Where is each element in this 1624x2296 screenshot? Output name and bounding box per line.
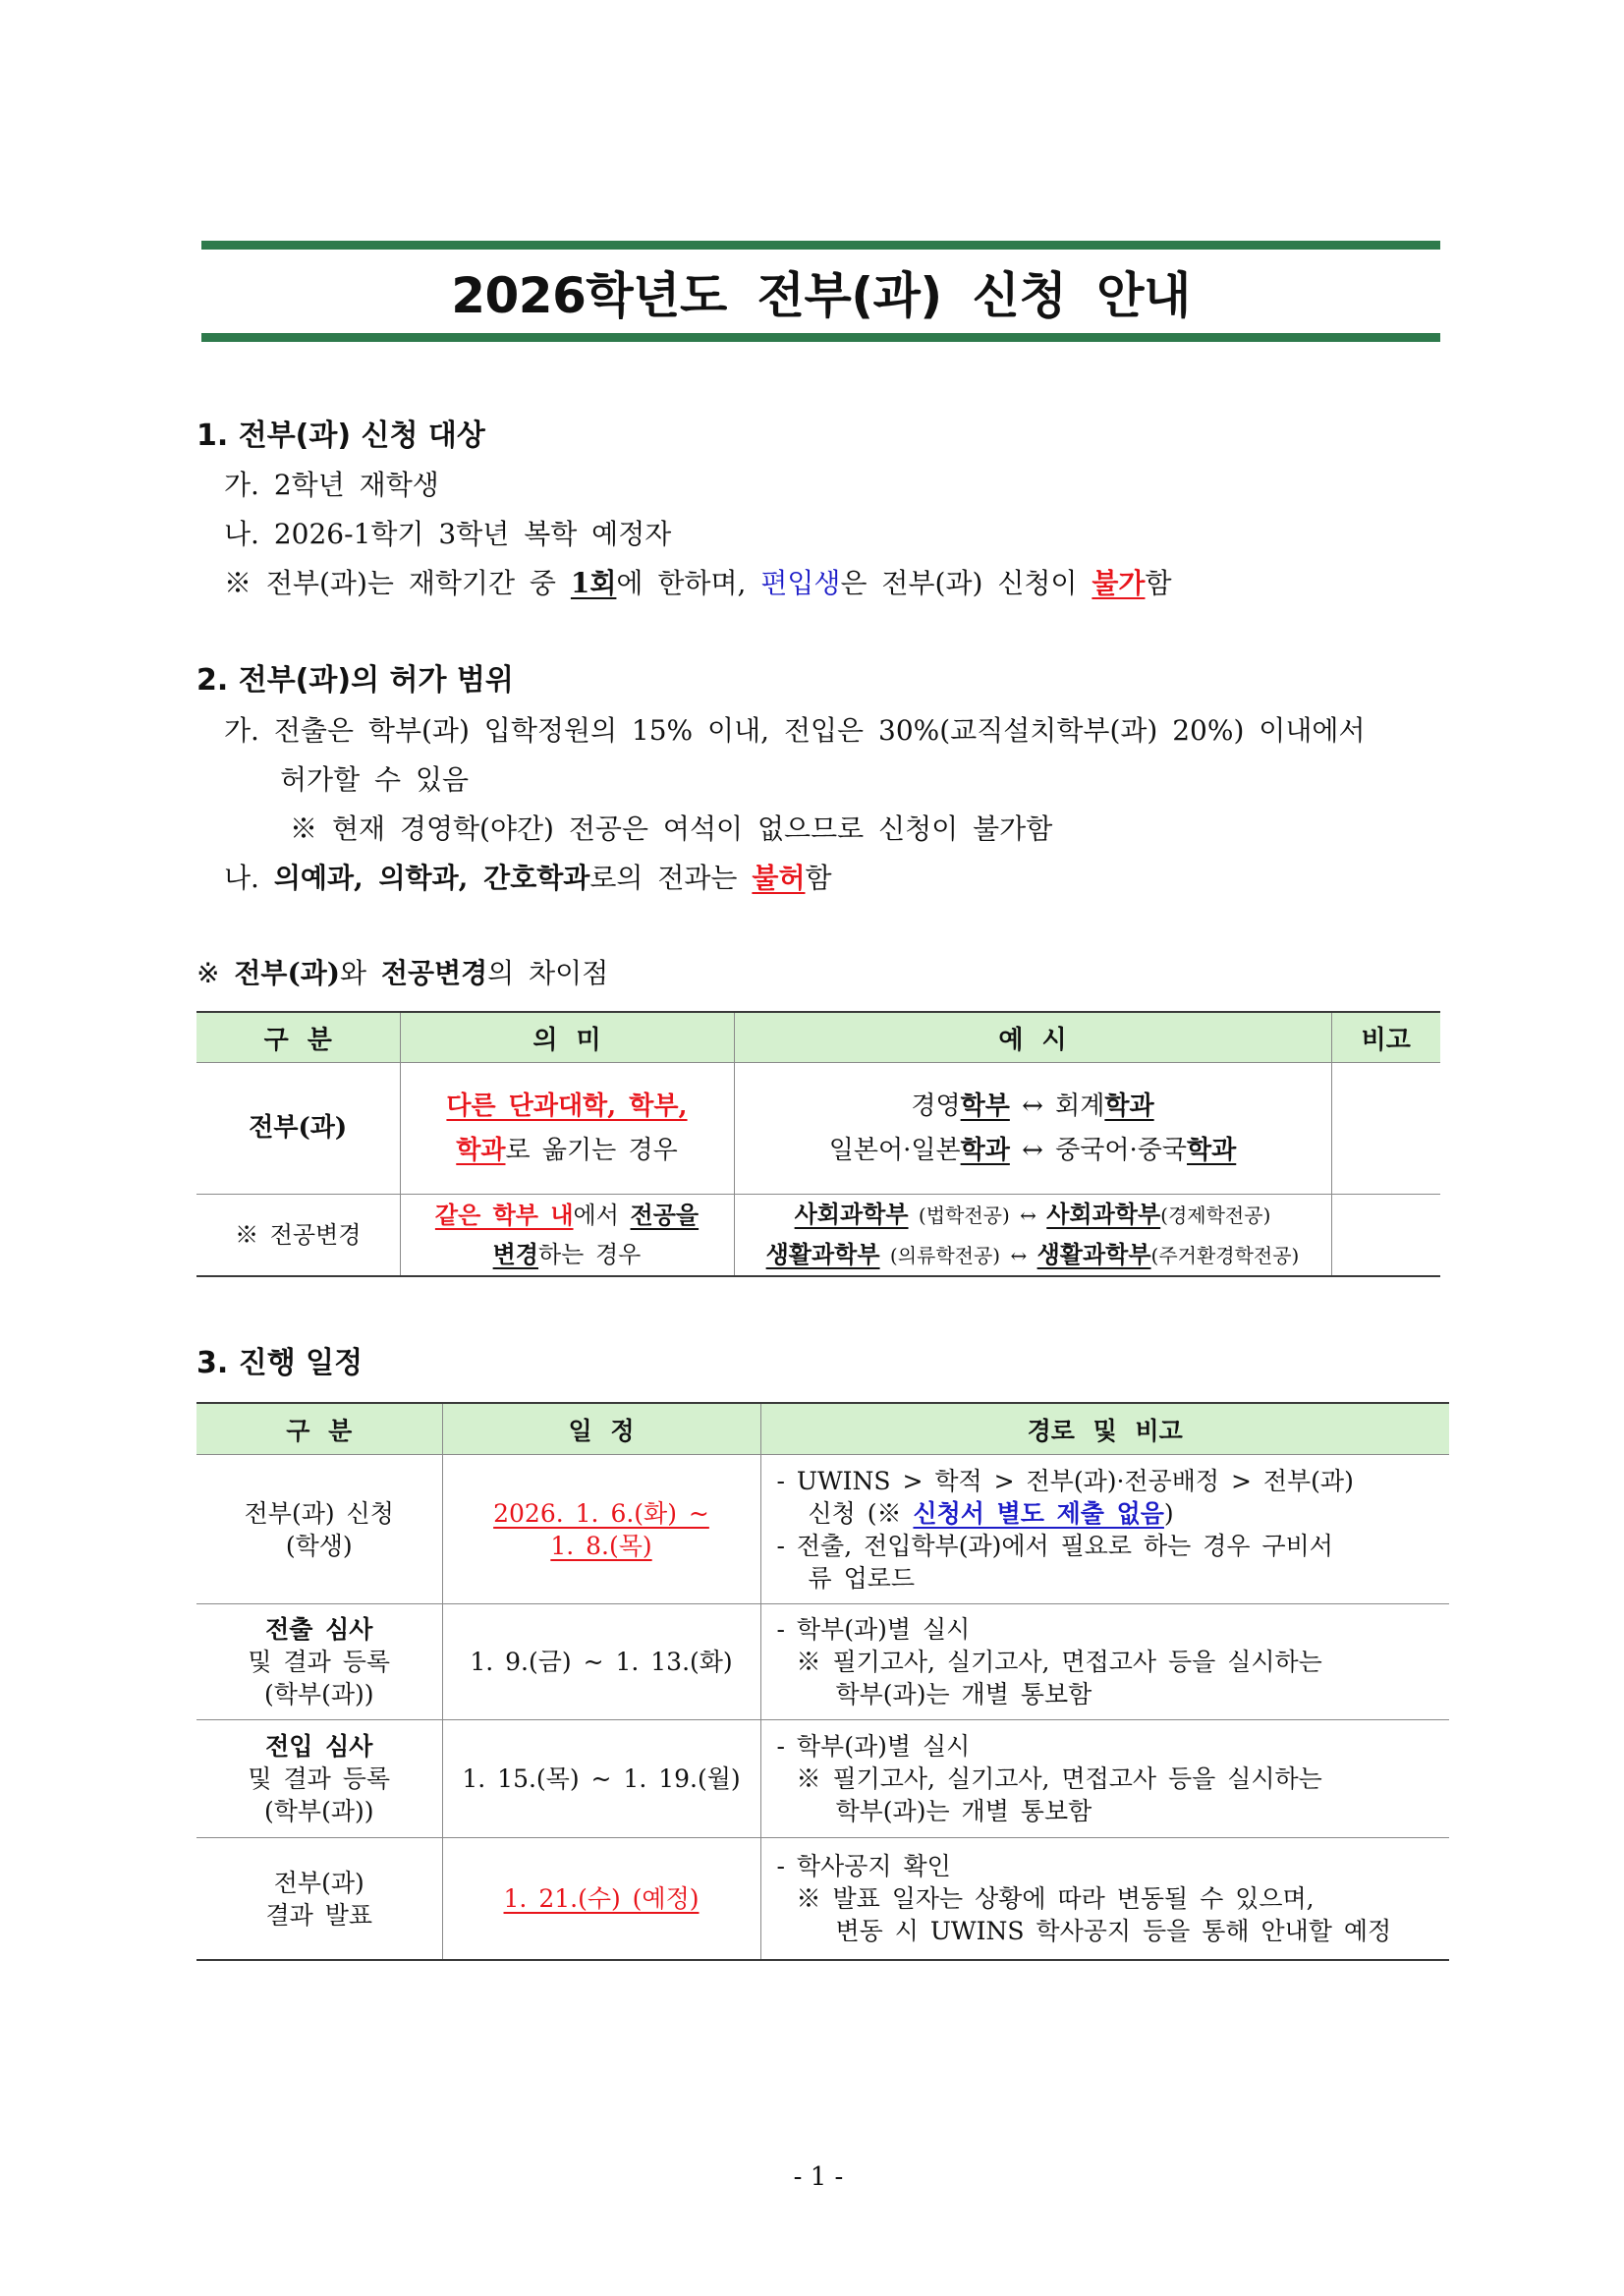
cell-category [196,1195,400,1277]
table-row [196,1720,1449,1838]
schedule-table [196,1402,1449,1961]
text-run: 류 업로드 [808,1563,916,1593]
text-run: 경영 [911,1091,961,1121]
table-header-row [196,1403,1449,1455]
text-run: 신청 (※ [808,1498,914,1528]
text-line [443,1646,760,1678]
text-run: 학부(과)는 개별 통보함 [835,1797,1092,1825]
text-line [224,854,1366,903]
text-run: 로 옮기는 경우 [505,1135,678,1165]
text-run: 불허 [752,862,806,894]
comparison-table [196,1011,1440,1277]
text-run: 전입 심사 [265,1732,373,1761]
text-line [196,1795,442,1827]
cell-schedule [442,1838,760,1961]
text-run: 1회 [570,567,617,599]
table-header-row [196,1012,1440,1063]
text-run: 하는 경우 [538,1241,642,1268]
header-route-remarks: 경로 및 비고 [760,1403,1449,1455]
table-row [196,1838,1449,1961]
text-run: 전부(과) [249,1113,348,1143]
text-run: ※ [196,957,235,989]
text-run: 학과 [456,1135,506,1165]
table-row [196,1063,1440,1195]
text-line [401,1129,734,1173]
text-run: 사회과학부 [1046,1200,1161,1228]
header-category: 구 분 [196,1403,442,1455]
text-run: 가. 2학년 재학생 [224,469,439,501]
text-run: 가. 전출은 학부(과) 입학정원의 15% 이내, 전입은 30%(교직설치학부(과) 20%) 이내에서 [224,714,1366,747]
text-run: 의예과, 의학과, 간호학과 [273,862,590,894]
text-line [735,1235,1331,1275]
text-run: 2026. 1. 6.(화) ~ [493,1498,709,1528]
text-run: 은 전부(과) 신청이 [840,567,1092,599]
text-line [777,1915,1450,1947]
text-run: ※ 전부(과)는 재학기간 중 [224,567,571,599]
text-run: 및 결과 등록 [248,1648,391,1676]
header-example: 예 시 [734,1012,1331,1063]
text-line [735,1129,1331,1173]
cell-schedule [442,1720,760,1838]
text-run: ※ 필기고사, 실기고사, 면접고사 등을 실시하는 [796,1648,1322,1676]
text-run: 사회과학부 [794,1200,909,1228]
text-run: 학과 [1104,1091,1154,1121]
text-run: ※ 발표 일자는 상황에 따라 변동될 수 있으며, [796,1884,1315,1913]
text-run: 와 [340,957,381,989]
cell-category [196,1604,442,1720]
comparison-note [196,949,608,998]
text-line [777,1795,1450,1827]
section-heading-eligibility: 1. 전부(과) 신청 대상 [196,419,485,453]
text-run: ※ 필기고사, 실기고사, 면접고사 등을 실시하는 [796,1764,1322,1793]
text-run: - 학부(과)별 실시 [776,1732,971,1761]
section-heading-schedule: 3. 진행 일정 [196,1346,364,1380]
text-line [777,1763,1450,1795]
text-line [196,1613,442,1646]
text-line [777,1678,1450,1710]
header-category: 구 분 [196,1012,400,1063]
text-line [196,1530,442,1562]
text-line [196,1899,442,1932]
text-line [196,1867,442,1899]
text-run: 생활과학부 [1036,1240,1151,1268]
text-run: - UWINS > 학적 > 전부(과)·전공배정 > 전부(과) [776,1466,1354,1495]
text-run: 및 결과 등록 [248,1764,391,1793]
header-meaning: 의 미 [400,1012,734,1063]
text-run: 의 차이점 [487,957,609,989]
cell-example [734,1195,1331,1277]
text-line [224,559,1172,608]
section-heading-permission-scope: 2. 전부(과)의 허가 범위 [196,663,514,698]
text-run: 1. 21.(수) (예정) [503,1884,700,1913]
text-line [196,949,608,998]
table-row [196,1195,1440,1277]
table-row [196,1604,1449,1720]
text-line [401,1235,734,1274]
text-line [224,461,1172,510]
text-run: ) [1163,1498,1174,1528]
cell-remarks [1331,1195,1440,1277]
text-line [224,510,1172,559]
text-line [196,1763,442,1795]
text-run: 허가할 수 있음 [280,763,470,796]
text-run: 불가 [1092,567,1146,599]
text-run: 에 한하며, [616,567,761,599]
text-run: 1. 8.(목) [550,1531,652,1560]
text-line [443,1497,760,1530]
text-run: 학과 [960,1135,1010,1165]
page-number: - 1 - [793,2162,844,2192]
text-run: 다른 단과대학, 학부, [446,1091,688,1121]
text-run: 변경 [492,1240,538,1268]
text-run: 같은 학부 내 [434,1201,574,1229]
cell-route [760,1838,1449,1961]
header-schedule: 일 정 [442,1403,760,1455]
text-run: 로의 전과는 [589,862,753,894]
text-run: 학부(과)는 개별 통보함 [835,1680,1092,1708]
text-line [777,1465,1450,1497]
text-run: 전공을 [630,1201,700,1229]
text-run: 에서 [573,1202,631,1229]
header-remarks: 비고 [1331,1012,1440,1063]
text-run: ※ 현재 경영학(야간) 전공은 여석이 없으므로 신청이 불가함 [290,812,1053,845]
text-run: 학부 [960,1091,1010,1121]
cell-category [196,1838,442,1961]
text-line [401,1196,734,1235]
cell-route [760,1455,1449,1604]
text-run: - 학사공지 확인 [776,1852,951,1880]
title-banner [201,241,1440,342]
text-line [777,1530,1450,1562]
text-run: (법학전공) ↔ [908,1204,1047,1227]
text-run: 전출 심사 [265,1615,373,1644]
text-line [777,1850,1450,1882]
cell-category [196,1455,442,1604]
text-run: 전부(과) [234,957,341,989]
text-line [196,1678,442,1710]
cell-schedule [442,1455,760,1604]
text-line [443,1530,760,1562]
text-run: (학부(과)) [264,1680,374,1708]
text-line [443,1763,760,1795]
text-line [401,1085,734,1129]
text-line [196,1646,442,1678]
text-line [196,1730,442,1763]
cell-route [760,1720,1449,1838]
text-line [777,1646,1450,1678]
text-run: ↔ 회계 [1009,1091,1105,1121]
text-line [777,1562,1450,1595]
text-run: (경제학전공) [1160,1204,1271,1227]
cell-category [196,1063,400,1195]
text-line [196,1106,400,1150]
text-run: 함 [1145,567,1172,599]
text-run: (학부(과)) [264,1797,374,1825]
text-line [224,756,1366,805]
text-run: 1. 15.(목) ~ 1. 19.(월) [462,1764,741,1793]
cell-route [760,1604,1449,1720]
text-run: 변동 시 UWINS 학사공지 등을 통해 안내할 예정 [835,1917,1392,1945]
text-run: (의류학전공) ↔ [879,1244,1037,1267]
section-body-permission-scope [224,706,1366,903]
cell-category [196,1720,442,1838]
text-line [224,706,1366,756]
text-run: (주거환경학전공) [1150,1244,1300,1267]
text-line [735,1085,1331,1129]
table-row [196,1455,1449,1604]
text-run: 학과 [1187,1135,1237,1165]
cell-example [734,1063,1331,1195]
text-line [735,1195,1331,1235]
text-line [443,1882,760,1915]
text-line [196,1215,400,1255]
text-run: 전부(과) [273,1868,364,1897]
text-run: 전공변경 [380,957,488,989]
text-run: 결과 발표 [265,1900,373,1930]
text-line [777,1882,1450,1915]
text-run: ※ 전공변경 [235,1221,362,1249]
cell-schedule [442,1604,760,1720]
text-line [196,1497,442,1530]
text-line [777,1730,1450,1763]
text-run: 전부(과) 신청 [244,1498,394,1528]
text-run: 나. 2026-1학기 3학년 복학 예정자 [224,518,672,550]
text-run: - 학부(과)별 실시 [776,1615,971,1644]
text-run: ↔ 중국어·중국 [1009,1135,1188,1165]
text-run: 함 [805,862,832,894]
text-line [777,1613,1450,1646]
text-run: - 전출, 전입학부(과)에서 필요로 하는 경우 구비서 [776,1531,1333,1560]
text-run: 생활과학부 [765,1240,880,1268]
cell-remarks [1331,1063,1440,1195]
text-line [777,1497,1450,1530]
section-body-eligibility [224,461,1172,608]
text-run: 나. [224,862,274,894]
text-run: 1. 9.(금) ~ 1. 13.(화) [470,1648,733,1676]
text-run: 일본어·일본 [828,1135,961,1165]
page-title: 2026학년도 전부(과) 신청 안내 [451,266,1191,324]
text-run: 신청서 별도 제출 없음 [913,1498,1164,1528]
text-line [224,805,1366,854]
text-run: (학생) [285,1531,353,1560]
cell-meaning [400,1195,734,1277]
cell-meaning [400,1063,734,1195]
text-run: 편입생 [760,567,841,599]
